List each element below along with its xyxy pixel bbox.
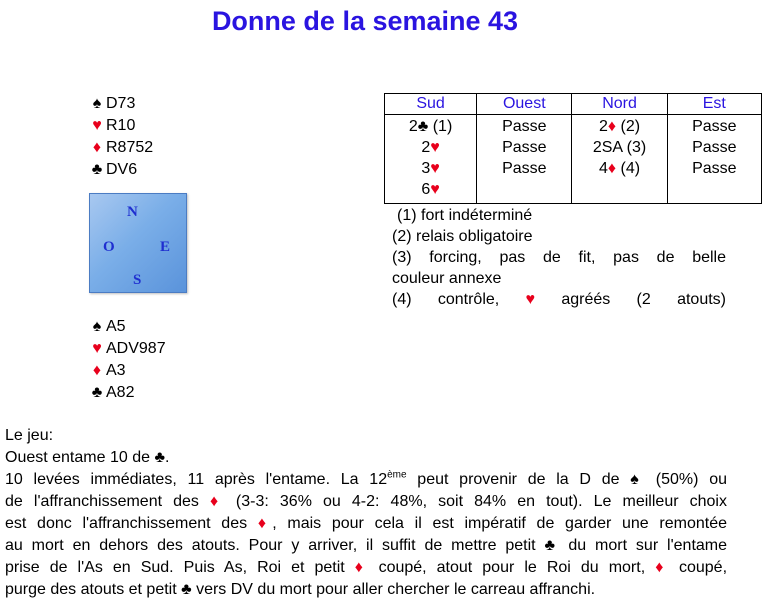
bids-sud (385, 115, 477, 204)
bid: 4♦ (4) (599, 160, 641, 177)
compass-north: N (127, 204, 138, 220)
hand-suit-row (88, 93, 153, 115)
bidding-notes (392, 205, 726, 310)
club-icon: ♣ (154, 449, 165, 466)
commentary-line: 10 levées immédiates, 11 après l'entame. La 12ème peut provenir de la D de ♠ (50%) ou (5, 469, 728, 488)
bid: 2♣ (1) (408, 118, 453, 135)
compass-south: S (133, 272, 142, 288)
bid: Passe (502, 139, 547, 156)
heart-icon: ♥ (92, 117, 102, 134)
hand-suit-row (88, 316, 166, 338)
spade-icon: ♠ (92, 95, 102, 112)
note-1: (1) fort indéterminé (397, 207, 533, 224)
header-ouest: Ouest (477, 94, 572, 115)
commentary-line: Ouest entame 10 de ♣. (5, 449, 170, 466)
commentary-heading: Le jeu: (5, 427, 54, 444)
south-hand (88, 316, 166, 404)
commentary (5, 425, 727, 601)
heart-icon: ♥ (430, 139, 440, 156)
hand-suit-row (88, 360, 166, 382)
commentary-line: de l'affranchissement des ♦ (3-3: 36% ou 4-2: 48%, soit 84% en tout). Le meilleur choix (5, 493, 727, 510)
compass-diagram (89, 193, 187, 293)
header-sud: Sud (385, 94, 477, 115)
hand-suit-row (88, 159, 153, 181)
page-title: Donne de la semaine 43 (211, 6, 519, 36)
hand-cards: ADV987 (106, 340, 166, 357)
bid: Passe (692, 160, 737, 177)
hand-cards: A82 (106, 384, 135, 401)
bid: Passe (502, 118, 547, 135)
compass-west: O (103, 239, 115, 255)
note-4-word: (4) (392, 291, 412, 308)
hand-suit-row (88, 338, 166, 360)
spade-icon: ♠ (630, 471, 646, 488)
north-hand (88, 93, 153, 181)
heart-icon: ♥ (430, 160, 440, 177)
commentary-line: purge des atouts et petit ♣ vers DV du mort pour aller chercher le carreau affranchi. (5, 581, 596, 598)
hand-suit-row (88, 137, 153, 159)
spade-icon: ♠ (92, 318, 102, 335)
diamond-icon: ♦ (655, 559, 669, 576)
bid: 6♥ (421, 181, 440, 198)
diamond-icon: ♦ (92, 139, 102, 156)
bids-est (667, 115, 761, 204)
bid: Passe (692, 118, 737, 135)
club-icon: ♣ (91, 161, 103, 178)
hand-cards: R10 (106, 117, 136, 134)
hand-cards: DV6 (106, 161, 138, 178)
club-icon: ♣ (91, 384, 103, 401)
bid: 2♥ (421, 139, 440, 156)
diamond-icon: ♦ (210, 493, 225, 510)
header-est: Est (667, 94, 761, 115)
bid: 2SA (3) (592, 139, 647, 156)
diamond-icon: ♦ (92, 362, 102, 379)
heart-icon: ♥ (525, 291, 536, 308)
note-4-word: atouts) (677, 291, 726, 308)
note-4 (392, 289, 726, 310)
club-icon: ♣ (181, 581, 192, 598)
hand-cards: R8752 (106, 139, 154, 156)
diamond-icon: ♦ (354, 559, 369, 576)
note-3-line-1: (3) forcing, pas de fit, pas de belle (392, 249, 726, 266)
club-icon: ♣ (544, 537, 560, 554)
note-4-word: (2 (636, 291, 651, 308)
heart-icon: ♥ (92, 340, 102, 357)
diamond-icon: ♦ (607, 160, 617, 177)
diamond-icon: ♦ (257, 515, 273, 532)
commentary-line: prise de l'As en Sud. Puis As, Roi et petit ♦ coupé, atout pour le Roi du mort, ♦ coupé, (5, 559, 728, 576)
header-nord: Nord (572, 94, 667, 115)
heart-icon: ♥ (430, 181, 440, 198)
bid: Passe (692, 139, 737, 156)
note-4-word: contrôle, (437, 291, 500, 308)
note-2: (2) relais obligatoire (392, 228, 533, 245)
club-icon: ♣ (417, 118, 429, 135)
bid: 2♦ (2) (599, 118, 641, 135)
note-4-word: agréés (561, 291, 611, 308)
hand-cards: A3 (106, 362, 126, 379)
bids-nord (572, 115, 667, 204)
bid: Passe (502, 160, 547, 177)
hand-cards: D73 (106, 95, 136, 112)
hand-suit-row (88, 382, 166, 404)
bids-ouest (477, 115, 572, 204)
hand-suit-row (88, 115, 153, 137)
compass-east: E (160, 239, 171, 255)
hand-cards: A5 (106, 318, 126, 335)
note-3-line-2: couleur annexe (392, 270, 502, 287)
commentary-line: au mort en dehors des atouts. Pour y arriver, il suffit de mettre petit ♣ du mort sur l'entame (5, 537, 728, 554)
commentary-line: est donc l'affranchissement des ♦, mais pour cela il est impératif de garder une remontée (5, 515, 727, 532)
bid: 3♥ (421, 160, 440, 177)
diamond-icon: ♦ (607, 118, 617, 135)
bidding-table (384, 93, 762, 204)
